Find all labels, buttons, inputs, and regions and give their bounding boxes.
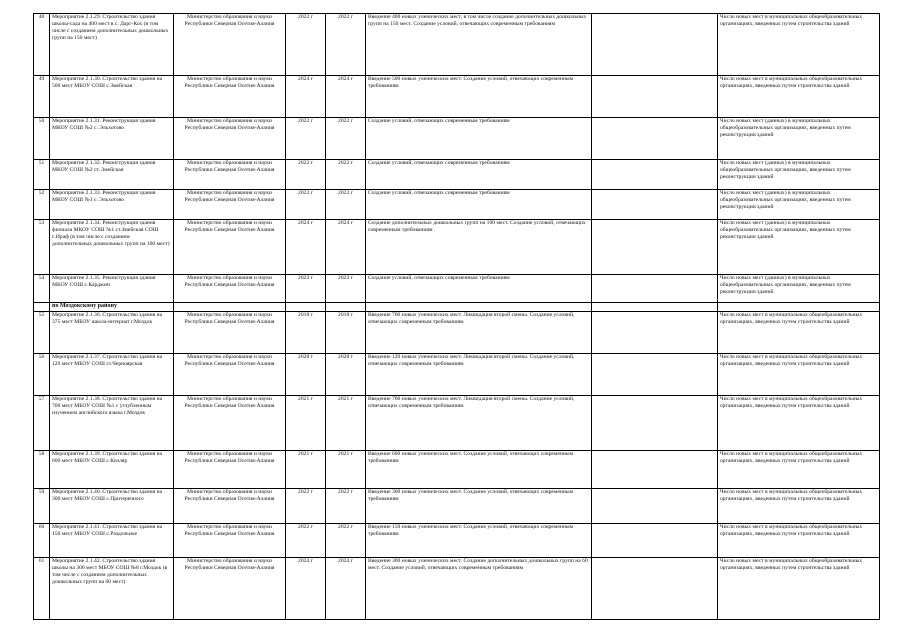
start-year: 2022 г (286, 14, 326, 76)
row-number: 61 (34, 558, 50, 620)
expected-result: Создание условий, отвечающих современным требованиям (366, 275, 592, 303)
target-indicator: Число новых мест (данных) в муниципальных общеобразовательных организациях, введенных путем реконструкции зданий (718, 160, 880, 190)
section-blank-cell (326, 303, 366, 312)
responsible-executor: Министерство образования и науки Республики Северная Осетия-Алания (174, 558, 286, 620)
event-name: Мероприятие 2.1.31. Реконструкция здания МКОУ СОШ №2 с. Эльхотово (50, 118, 174, 160)
end-year: 2021 г (326, 396, 366, 451)
start-year: 2024 г (286, 220, 326, 275)
table-row (34, 354, 880, 396)
start-year: 2022 г (286, 524, 326, 558)
start-year: 2024 г (286, 558, 326, 620)
event-name: Мероприятие 2.1.29. Строительство здания школы-сада на 400 мест в с. Дарг-Кох (в том числе с созданием дополнительных дошкольных групп на 150 мест) (50, 14, 174, 76)
start-year: 2021 г (286, 396, 326, 451)
target-indicator: Число новых мест в муниципальных общеобразовательных организациях, введенных путем строительства зданий (718, 451, 880, 489)
table-row (34, 558, 880, 620)
row-number: 48 (34, 14, 50, 76)
section-blank-cell (174, 303, 286, 312)
target-indicator: Число новых мест в муниципальных общеобразовательных организациях, введенных путем строительства зданий (718, 489, 880, 524)
event-name: Мероприятие 2.1.30. Строительство здания на 500 мест МБОУ СОШ с.Змейская (50, 76, 174, 118)
end-year: 2022 г (326, 118, 366, 160)
responsible-executor: Министерство образования и науки Республики Северная Осетия-Алания (174, 354, 286, 396)
related-info (592, 190, 718, 220)
event-name: Мероприятие 2.1.40. Строительство здания на 300 мест МБОУ СОШ с.Притеречного (50, 489, 174, 524)
related-info (592, 312, 718, 354)
related-info (592, 396, 718, 451)
responsible-executor: Министерство образования и науки Республики Северная Осетия-Алания (174, 312, 286, 354)
section-header-row (34, 303, 880, 312)
start-year: 2022 г (286, 160, 326, 190)
table-row (34, 160, 880, 190)
row-number: 55 (34, 312, 50, 354)
responsible-executor: Министерство образования и науки Республики Северная Осетия-Алания (174, 524, 286, 558)
start-year: 2023 г (286, 275, 326, 303)
related-info (592, 118, 718, 160)
row-number: 49 (34, 76, 50, 118)
responsible-executor: Министерство образования и науки Республики Северная Осетия-Алания (174, 160, 286, 190)
start-year: 2022 г (286, 118, 326, 160)
event-name: Мероприятие 2.1.39. Строительство здания на 600 мест МБОУ СОШ с.Кизляр (50, 451, 174, 489)
row-number: 50 (34, 118, 50, 160)
expected-result: Введение 300 новых ученических мест. Создание условий, отвечающих современным требованиям (366, 489, 592, 524)
end-year: 2022 г (326, 524, 366, 558)
end-year: 2023 г (326, 275, 366, 303)
end-year: 2024 г (326, 76, 366, 118)
event-name: Мероприятие 2.1.37. Строительство здания на 120 мест МБОУ СОШ ст.Черноярская (50, 354, 174, 396)
row-number: 58 (34, 451, 50, 489)
row-number: 54 (34, 275, 50, 303)
expected-result: Создание условий, отвечающих современным требованиям (366, 118, 592, 160)
end-year: 2024 г (326, 220, 366, 275)
table-row (34, 14, 880, 76)
target-indicator: Число новых мест (данных) в муниципальных общеобразовательных организациях, введенных путем реконструкции зданий (718, 190, 880, 220)
table-body (34, 14, 880, 620)
start-year: 2021 г (286, 451, 326, 489)
table-row (34, 524, 880, 558)
row-number: 57 (34, 396, 50, 451)
table-row (34, 489, 880, 524)
end-year: 2018 г (326, 312, 366, 354)
start-year: 2022 г (286, 489, 326, 524)
target-indicator: Число новых мест в муниципальных общеобразовательных организациях, введенных путем строительства зданий (718, 396, 880, 451)
start-year: 2023 г (286, 190, 326, 220)
row-number: 53 (34, 220, 50, 275)
section-blank-cell (286, 303, 326, 312)
event-name: Мероприятие 2.1.42. Строительство здания школы на 300 мест МБОУ СОШ №8 г.Моздок (в том числе с созданием дополнительных дошкольных групп на 60 мест) (50, 558, 174, 620)
event-name: Мероприятие 2.1.36. Строительство здания на 375 мест МБОУ школа-интернат г.Моздок (50, 312, 174, 354)
row-number: 51 (34, 160, 50, 190)
target-indicator: Число новых мест в муниципальных общеобразовательных организациях, введенных путем строительства зданий (718, 558, 880, 620)
section-blank-cell (592, 303, 718, 312)
end-year: 2020 г (326, 354, 366, 396)
expected-result: Создание условий, отвечающих современным требованиям (366, 160, 592, 190)
end-year: 2022 г (326, 160, 366, 190)
table-row (34, 275, 880, 303)
start-year: 2020 г (286, 354, 326, 396)
responsible-executor: Министерство образования и науки Республики Северная Осетия-Алания (174, 396, 286, 451)
end-year: 2024 г (326, 558, 366, 620)
related-info (592, 160, 718, 190)
related-info (592, 489, 718, 524)
event-name: Мероприятие 2.1.33. Реконструкция здания МКОУ СОШ №1 с. Эльхотово (50, 190, 174, 220)
table-row (34, 312, 880, 354)
end-year: 2022 г (326, 14, 366, 76)
event-name: Мероприятие 2.1.35. Реконструкция здания МКОУ СОШ с.Карджин (50, 275, 174, 303)
expected-result: Введение 500 новых ученических мест. Создание условий, отвечающих современным требованиям (366, 76, 592, 118)
event-name: Мероприятие 2.1.38. Строительство здания на 700 мест МБОУ СОШ №1 с углубленным изучением английского языка г.Моздок (50, 396, 174, 451)
table-row (34, 118, 880, 160)
target-indicator: Число новых мест в муниципальных общеобразовательных организациях, введенных путем строительства зданий (718, 354, 880, 396)
row-number: 52 (34, 190, 50, 220)
expected-result: Введение 150 новых ученических мест. Создание условий, отвечающих современным требованиям (366, 524, 592, 558)
related-info (592, 14, 718, 76)
responsible-executor: Министерство образования и науки Республики Северная Осетия-Алания (174, 118, 286, 160)
responsible-executor: Министерство образования и науки Республики Северная Осетия-Алания (174, 14, 286, 76)
section-title: по Моздокскому району (50, 303, 174, 312)
target-indicator: Число новых мест (данных) в муниципальных общеобразовательных организациях, введенных путем реконструкции зданий (718, 118, 880, 160)
related-info (592, 76, 718, 118)
event-name: Мероприятие 2.1.41. Строительство здания на 150 мест МБОУ СОШ с.Раздольное (50, 524, 174, 558)
related-info (592, 354, 718, 396)
expected-result: Введение 700 новых ученических мест. Ликвидация второй смены. Создание условий, отвечающих современным требованиям (366, 312, 592, 354)
target-indicator: Число новых мест в муниципальных общеобразовательных организациях, введенных путем строительства зданий (718, 312, 880, 354)
start-year: 2018 г (286, 312, 326, 354)
table-row (34, 451, 880, 489)
responsible-executor: Министерство образования и науки Республики Северная Осетия-Алания (174, 76, 286, 118)
target-indicator: Число новых мест (данных) в муниципальных общеобразовательных организациях, введенных путем реконструкции зданий (718, 275, 880, 303)
expected-result: Введение 300 новых ученических мест. Создание дополнительных дошкольных групп на 60 мест. Создание условий, отвечающих современным требованиям (366, 558, 592, 620)
target-indicator: Число новых мест в муниципальных общеобразовательных организациях, введенных путем строительства зданий (718, 14, 880, 76)
related-info (592, 275, 718, 303)
table-row (34, 220, 880, 275)
table-row (34, 190, 880, 220)
row-number: 60 (34, 524, 50, 558)
related-info (592, 558, 718, 620)
responsible-executor: Министерство образования и науки Республики Северная Осетия-Алания (174, 190, 286, 220)
table-row (34, 396, 880, 451)
related-info (592, 451, 718, 489)
responsible-executor: Министерство образования и науки Республики Северная Осетия-Алания (174, 489, 286, 524)
target-indicator: Число новых мест в муниципальных общеобразовательных организациях, введенных путем строительства зданий (718, 76, 880, 118)
table-row (34, 76, 880, 118)
expected-result: Введение 700 новых ученических мест. Ликвидация второй смены. Создание условий, отвечающих современным требованиям (366, 396, 592, 451)
target-indicator: Число новых мест в муниципальных общеобразовательных организациях, введенных путем строительства зданий (718, 524, 880, 558)
end-year: 2023 г (326, 190, 366, 220)
expected-result: Создание дополнительных дошкольных групп на 100 мест. Создание условий, отвечающих современным требованиям (366, 220, 592, 275)
end-year: 2021 г (326, 451, 366, 489)
section-blank-cell (718, 303, 880, 312)
responsible-executor: Министерство образования и науки Республики Северная Осетия-Алания (174, 220, 286, 275)
event-name: Мероприятие 2.1.34. Реконструкция здания филиала МКОУ СОШ №1 ст.Змейская СОШ с.Ираф (в том числе с созданием дополнительных дошкольных групп на 100 мест) (50, 220, 174, 275)
end-year: 2022 г (326, 489, 366, 524)
target-indicator: Число новых мест (данных) в муниципальных общеобразовательных организациях, введенных путем реконструкции зданий (718, 220, 880, 275)
expected-result: Введение 600 новых ученических мест. Создание условий, отвечающих современным требованиям (366, 451, 592, 489)
related-info (592, 524, 718, 558)
responsible-executor: Министерство образования и науки Республики Северная Осетия-Алания (174, 451, 286, 489)
program-events-table (33, 13, 880, 620)
section-blank-cell (366, 303, 592, 312)
expected-result: Создание условий, отвечающих современным требованиям (366, 190, 592, 220)
responsible-executor: Министерство образования и науки Республики Северная Осетия-Алания (174, 275, 286, 303)
event-name: Мероприятие 2.1.32. Реконструкция здания МКОУ СОШ №2 ст. Змейская (50, 160, 174, 190)
related-info (592, 220, 718, 275)
row-number: 56 (34, 354, 50, 396)
section-blank-cell (34, 303, 50, 312)
row-number: 59 (34, 489, 50, 524)
expected-result: Введение 400 новых ученических мест, в том числе создание дополнительных дошкольных групп на 150 мест. Создание условий, отвечающих современным требованиям (366, 14, 592, 76)
start-year: 2024 г (286, 76, 326, 118)
expected-result: Введение 120 новых ученических мест. Ликвидация второй смены. Создание условий, отвечающих современным требованиям (366, 354, 592, 396)
